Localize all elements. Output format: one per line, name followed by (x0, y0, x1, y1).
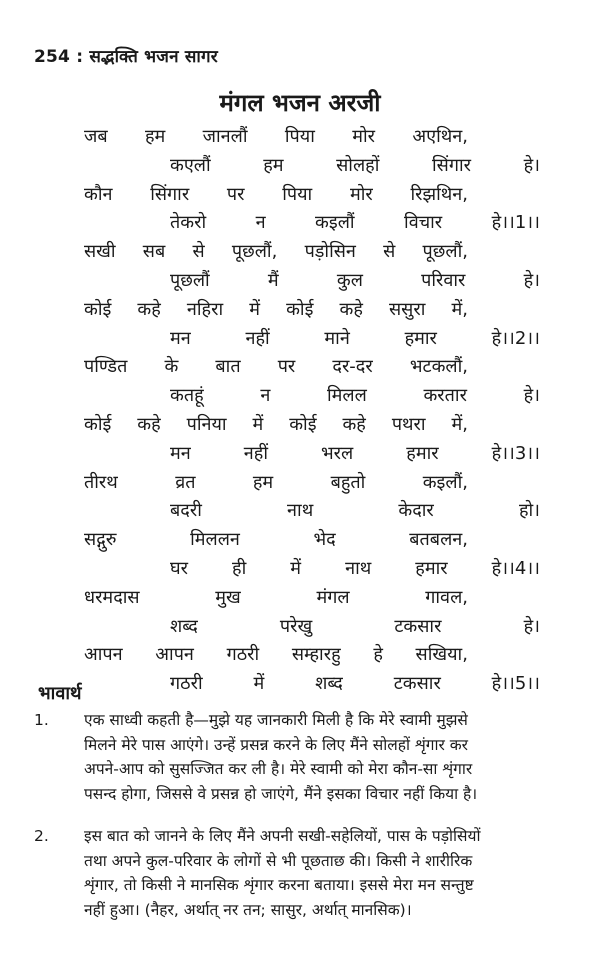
verse-word: बदरी (170, 500, 202, 522)
bhavarth-heading: भावार्थ (38, 683, 82, 704)
verse-word: विचार (404, 212, 443, 234)
verse-word: बतबलन, (409, 529, 468, 551)
verse-word: सद्गुरु (84, 529, 117, 551)
paragraph-number: 2. (34, 827, 49, 845)
verse-line-second (170, 268, 540, 292)
verse-word: कएलौं (170, 154, 211, 176)
paragraph-line: पसन्द होगा, जिससे वे प्रसन्न हो जाएंगे, मैंने इसका विचार नहीं किया है। (84, 784, 478, 803)
verse-word: नाथ (287, 500, 314, 522)
verse-word: अएथिन, (412, 126, 468, 147)
verse-word: से (192, 241, 205, 263)
verse-word: पर (277, 356, 296, 378)
verse-word: जानलौं (202, 126, 248, 147)
verse-word: बात (215, 356, 241, 378)
verse-word: धरमदास (84, 586, 140, 608)
verse-word: कुल (336, 270, 363, 291)
verse-word: मिललन (190, 529, 240, 551)
verse-word: मंगल (316, 586, 350, 608)
verse-word: नहीं (243, 442, 268, 464)
verse-word: जब (84, 126, 108, 147)
verse-word: कहे (137, 414, 161, 435)
verse-line-second (170, 326, 540, 350)
verse-word: पर (226, 183, 245, 205)
verse-line-first (84, 642, 468, 666)
paragraph-line: तथा अपने कुल-परिवार के लोगों से भी पूछताछ की। किसी ने शारीरिक (84, 851, 473, 870)
verse-word: पनिया (186, 414, 227, 435)
verse-word: में, (451, 414, 468, 435)
verse-line-second (170, 153, 540, 177)
verse-word: कोई (84, 298, 112, 320)
verse-word: गठरी (170, 673, 203, 695)
verse-word: हमार (415, 558, 448, 579)
verse-word: आपन (155, 644, 194, 666)
verse-line-first (84, 585, 468, 609)
verse-word: भेद (313, 529, 336, 551)
verse-word: मैं (267, 270, 279, 291)
verse-word: नहीं (245, 327, 270, 349)
verse-word: सब (142, 241, 166, 263)
verse-line-first (84, 297, 468, 321)
verse-word: कौन (84, 183, 113, 205)
verse-word: बहुतो (330, 471, 366, 493)
verse-word: में (253, 673, 265, 695)
verse-word: में (290, 558, 302, 579)
verse-word: परिवार (421, 270, 466, 291)
verse-word: कहे (339, 298, 363, 320)
verse-word: हे।।4।। (491, 558, 540, 579)
verse-word: गावल, (425, 586, 468, 608)
verse-word: शब्द (315, 673, 343, 695)
verse-word: के (164, 356, 179, 378)
verse-word: कतहूं (170, 385, 204, 407)
verse-word: पथरा (391, 414, 426, 435)
verse-line-first (84, 182, 468, 206)
verse-word: गठरी (226, 644, 260, 666)
verse-word: भरल (321, 442, 354, 464)
verse-word: हम (263, 154, 284, 176)
verse-word: पूछलौं, (422, 241, 468, 263)
paragraph-number: 1. (34, 711, 49, 729)
verse-word: हे। (523, 154, 540, 176)
verse-line-second (170, 556, 540, 580)
verse-word: सम्हारहु (291, 644, 341, 666)
verse-word: कोई (286, 298, 314, 320)
verse-word: न (260, 385, 271, 407)
verse-word: केदार (398, 500, 434, 522)
verse-word: टकसार (393, 673, 441, 695)
verse-word: हे। (523, 615, 540, 637)
verse-word: हे (373, 644, 383, 666)
running-header: 254 : सद्भक्ति भजन सागर (34, 47, 218, 67)
verse-word: मोर (349, 183, 373, 205)
verse-word: सखी (84, 241, 116, 263)
verse-word: टकसार (394, 615, 442, 637)
verse-line-first (84, 412, 468, 436)
paragraph-line: शृंगार, तो किसी ने मानसिक शृंगार करना बताया। इससे मेरा मन सन्तुष्ट (84, 876, 474, 894)
verse-word: हो। (518, 500, 540, 522)
verse-word: पिया (284, 126, 315, 147)
verse-word: करतार (423, 385, 467, 407)
verse-word: कोई (289, 414, 317, 435)
verse-line-first (84, 354, 468, 378)
verse-word: पूछलौं, (231, 241, 278, 263)
verse-word: हे।।5।। (491, 673, 540, 695)
verse-word: मन (170, 442, 191, 464)
verse-line-second (170, 383, 540, 407)
verse-word: नहिरा (186, 298, 224, 320)
verse-word: से (383, 241, 396, 263)
verse-line-first (84, 470, 468, 494)
verse-word: कइलौं (315, 212, 355, 234)
verse-word: पिया (282, 183, 313, 205)
verse-line-first (84, 124, 468, 148)
verse-word: हमार (406, 442, 439, 464)
verse-word: सखिया, (415, 644, 468, 666)
verse-word: घर (170, 558, 188, 579)
verse-word: मन (170, 327, 191, 349)
paragraph-line: अपने-आप को सुसज्जित कर ली है। मेरे स्वामी को मेरा कौन-सा शृंगार (84, 760, 473, 778)
verse-word: तेकरो (170, 212, 207, 234)
verse-line-first (84, 527, 468, 551)
verse-word: नाथ (345, 558, 372, 579)
paragraph-line: एक साध्वी कहती है—मुझे यह जानकारी मिली है कि मेरे स्वामी मुझसे (84, 711, 468, 729)
verse-word: पण्डित (84, 356, 128, 378)
verse-word: कोई (84, 414, 112, 435)
verse-line-second (170, 210, 540, 234)
paragraph-line: इस बात को जानने के लिए मैंने अपनी सखी-सहेलियों, पास के पड़ोसियों (84, 827, 481, 845)
verse-word: कइलौं, (422, 471, 468, 493)
verse-word: मुख (215, 586, 241, 608)
paragraph-line: नहीं हुआ। (नैहर, अर्थात् नर तन; सासुर, अर्थात् मानसिक)। (84, 900, 412, 919)
verse-line-second (170, 441, 540, 465)
verse-line-first (84, 239, 468, 263)
verse-word: शब्द (170, 615, 198, 637)
verse-word: आपन (84, 644, 123, 666)
verse-line-second (170, 671, 540, 695)
verse-word: कहे (342, 414, 366, 435)
verse-word: पड़ोसिन (304, 241, 356, 263)
verse-line-second (170, 614, 540, 638)
verse-line-second (170, 498, 540, 522)
verse-word: पूछलौं (170, 270, 210, 291)
verse-word: में, (451, 298, 468, 320)
verse-word: मिलल (326, 385, 367, 407)
verse-word: भटकलौं, (409, 356, 468, 378)
verse-word: सिंगार (150, 183, 190, 205)
verse-word: ससुरा (389, 298, 426, 320)
verse-word: ही (232, 558, 247, 579)
verse-word: दर-दर (332, 356, 373, 378)
verse-word: व्रत (175, 471, 196, 493)
verse-word: कहे (137, 298, 161, 320)
verse-word: हमार (404, 327, 437, 349)
verse-word: सोलहों (336, 154, 380, 176)
verse-word: हे। (523, 385, 540, 407)
verse-word: हम (252, 471, 274, 493)
verse-word: हे।।3।। (491, 442, 540, 464)
verse-word: हे।।2।। (491, 327, 540, 349)
verse-word: हे।।1।। (491, 212, 540, 234)
verse-word: हे। (523, 270, 540, 291)
verse-word: रिझथिन, (410, 183, 468, 205)
verse-word: में (249, 298, 260, 320)
verse-word: सिंगार (431, 154, 471, 176)
paragraph-line: मिलने मेरे पास आएंगे। उन्हें प्रसन्न करने के लिए मैंने सोलहों शृंगार कर (84, 735, 469, 754)
verse-word: माने (324, 327, 350, 349)
verse-word: तीरथ (84, 471, 118, 493)
verse-word: परेखु (279, 615, 313, 637)
verse-word: न (255, 212, 266, 234)
song-title: मंगल भजन अरजी (219, 89, 381, 117)
verse-word: हम (144, 126, 166, 147)
verse-word: मोर (352, 126, 376, 147)
verse-word: में (252, 414, 264, 435)
